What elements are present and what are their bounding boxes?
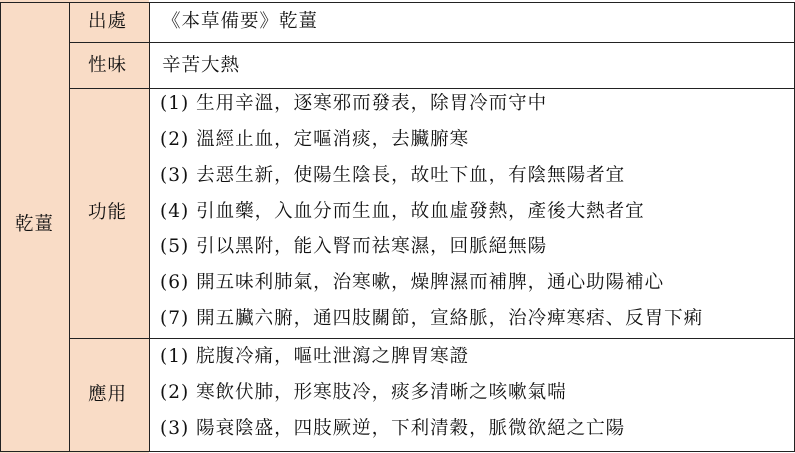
function-item: (5) 引以黑附，能入腎而祛寒濕，回脈絕無陽: [160, 236, 548, 257]
nature-value: 辛苦大熱: [162, 55, 241, 76]
herb-name: 乾薑: [15, 214, 55, 235]
function-item: (7) 開五臟六腑，通四肢關節，宣絡脈，治冷痺寒痞、反胃下痢: [160, 308, 704, 329]
function-item: (1) 生用辛溫，逐寒邪而發表，除胃冷而守中: [160, 93, 548, 114]
application-item: (3) 陽衰陰盛，四肢厥逆，下利清穀，脈微欲絕之亡陽: [160, 418, 626, 439]
nature-label: 性味: [88, 55, 128, 76]
source-value: 《本草備要》乾薑: [162, 11, 319, 32]
application-item: (2) 寒飲伏肺，形寒肢冷，痰多清晰之咳嗽氣喘: [160, 382, 567, 403]
application-item: (1) 脘腹冷痛，嘔吐泄瀉之脾胃寒證: [160, 346, 470, 367]
function-item: (2) 溫經止血，定嘔消痰，去臟腑寒: [160, 129, 470, 150]
function-item: (6) 開五味利肺氣，治寒嗽，燥脾濕而補脾，通心助陽補心: [160, 272, 665, 293]
applications-label: 應用: [88, 384, 128, 405]
function-item: (3) 去惡生新，使陽生陰長，故吐下血，有陰無陽者宜: [160, 165, 626, 186]
function-item: (4) 引血藥，入血分而生血，故血虛發熱，產後大熱者宜: [160, 201, 645, 222]
source-label: 出處: [88, 11, 128, 32]
functions-label: 功能: [88, 202, 128, 223]
